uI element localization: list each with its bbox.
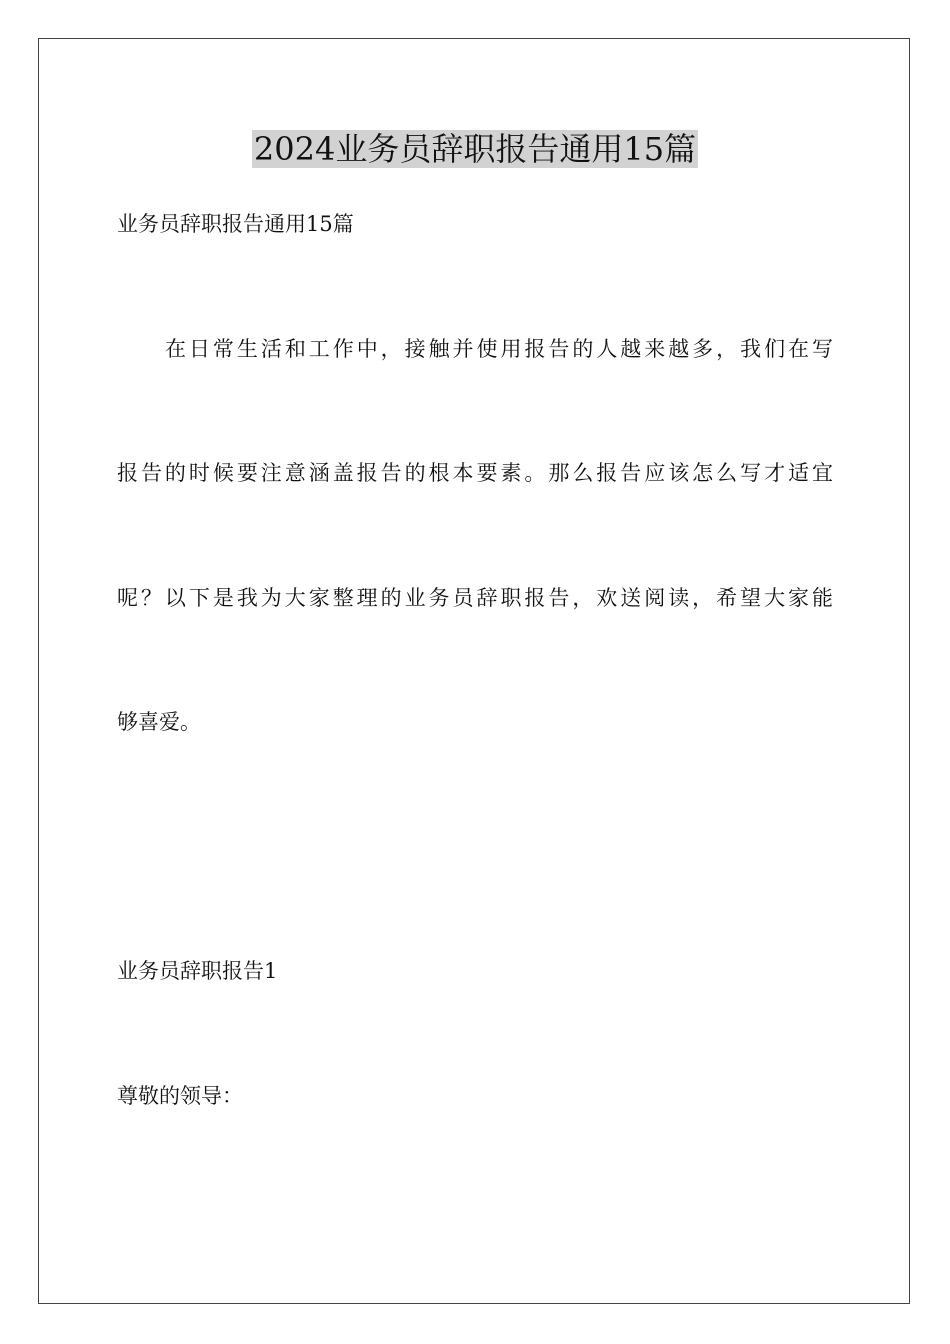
- intro-line-3: 呢？以下是我为大家整理的业务员辞职报告，欢送阅读，希望大家能: [117, 586, 833, 610]
- salutation: 尊敬的领导：: [117, 1084, 243, 1108]
- document-title: [0, 128, 950, 170]
- document-subtitle: 业务员辞职报告通用15篇: [117, 212, 354, 236]
- section-heading: 业务员辞职报告1: [117, 959, 278, 983]
- intro-line-4: 够喜爱。: [117, 710, 201, 734]
- intro-line-2: 报告的时候要注意涵盖报告的根本要素。那么报告应该怎么写才适宜: [117, 461, 833, 485]
- intro-line-1: 在日常生活和工作中，接触并使用报告的人越来越多，我们在写: [165, 337, 833, 361]
- document-title-text: 2024业务员辞职报告通用15篇: [253, 130, 697, 168]
